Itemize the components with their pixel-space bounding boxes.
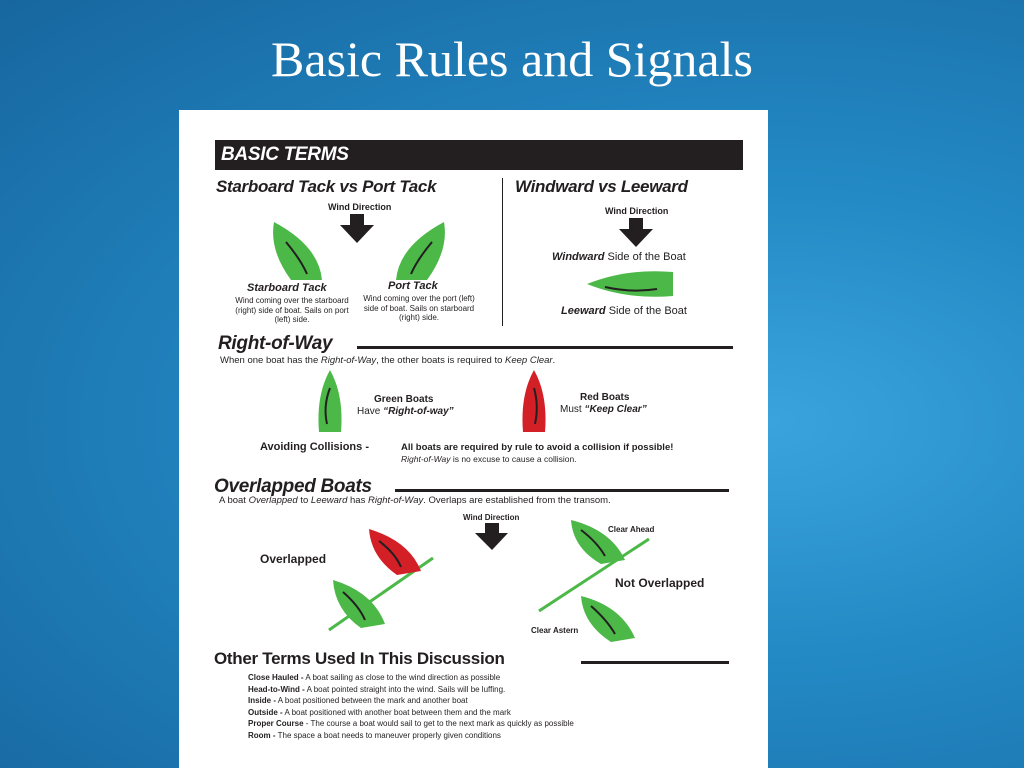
- leeward-side-label: Leeward Side of the Boat: [561, 305, 687, 317]
- windward-boat-icon: [587, 270, 673, 300]
- windward-wind-arrow-icon: [619, 218, 655, 248]
- port-tack-boat-icon: [392, 220, 447, 280]
- slide-title: Basic Rules and Signals: [271, 31, 753, 87]
- clear-astern-boat-icon: [579, 594, 637, 642]
- right-of-way-heading: Right-of-Way: [218, 333, 333, 354]
- other-terms-list: [248, 672, 574, 741]
- overlapped-wind-label: Wind Direction: [463, 513, 520, 522]
- term-item: Head-to-Wind - A boat pointed straight into the wind. Sails will be luffing.: [248, 684, 506, 694]
- red-boats-title: Red Boats: [580, 392, 630, 403]
- term-item: Inside - A boat positioned between the mark and another boat: [248, 696, 468, 705]
- basic-terms-document: [179, 110, 768, 768]
- green-boats-title: Green Boats: [374, 394, 434, 405]
- red-boat-icon: [519, 370, 549, 432]
- overlapped-red-boat-icon: [367, 527, 423, 575]
- right-of-way-rule: [357, 346, 733, 349]
- tack-wind-arrow-icon: [340, 214, 376, 244]
- avoid-collisions-sub: Right-of-Way is no excuse to cause a collision.: [401, 454, 577, 464]
- overlapped-desc: A boat Overlapped to Leeward has Right-of-Way. Overlaps are established from the transom.: [219, 495, 611, 506]
- not-overlapped-label: Not Overlapped: [615, 576, 705, 590]
- banner-label: BASIC TERMS: [221, 144, 349, 165]
- clear-ahead-label: Clear Ahead: [608, 525, 655, 534]
- starboard-tack-title: Starboard Tack: [247, 282, 327, 294]
- port-tack-title: Port Tack: [388, 280, 438, 292]
- basic-terms-banner: [215, 140, 743, 170]
- green-boat-icon: [315, 370, 345, 432]
- tack-wind-label: Wind Direction: [328, 202, 392, 212]
- other-terms-heading: Other Terms Used In This Discussion: [214, 649, 505, 668]
- right-of-way-desc: When one boat has the Right-of-Way, the other boats is required to Keep Clear.: [220, 355, 556, 366]
- clear-astern-label: Clear Astern: [531, 626, 579, 635]
- starboard-tack-desc: Wind coming over the starboard (right) side of boat. Sails on port (left) side.: [235, 296, 349, 325]
- overlapped-label: Overlapped: [260, 552, 327, 566]
- avoid-collisions-text: All boats are required by rule to avoid a collision if possible!: [401, 442, 674, 453]
- overlapped-heading: Overlapped Boats: [214, 476, 372, 497]
- port-tack-desc: Wind coming over the port (left) side of boat. Sails on starboard (right) side.: [363, 294, 475, 323]
- tack-heading: Starboard Tack vs Port Tack: [216, 177, 437, 196]
- overlapped-rule: [395, 489, 729, 492]
- starboard-tack-boat-icon: [271, 220, 326, 280]
- term-item: Proper Course - The course a boat would sail to get to the next mark as quickly as possible: [248, 719, 574, 728]
- term-item: Room - The space a boat needs to maneuver properly given conditions: [248, 730, 501, 740]
- term-item: Close Hauled - A boat sailing as close to the wind direction as possible: [248, 673, 501, 682]
- term-item: Outside - A boat positioned with another boat between them and the mark: [248, 707, 511, 717]
- green-boats-desc: Have “Right-of-way”: [357, 406, 454, 417]
- overlapped-green-boat-icon: [331, 578, 387, 628]
- other-terms-rule: [581, 661, 729, 664]
- red-boats-desc: Must “Keep Clear”: [560, 404, 647, 415]
- avoid-collisions-label: Avoiding Collisions -: [260, 441, 369, 453]
- tack-divider: [502, 178, 503, 326]
- overlapped-wind-arrow-icon: [475, 523, 509, 551]
- windward-side-label: Windward Side of the Boat: [552, 251, 686, 263]
- windward-wind-label: Wind Direction: [605, 206, 669, 216]
- windward-heading: Windward vs Leeward: [515, 177, 688, 196]
